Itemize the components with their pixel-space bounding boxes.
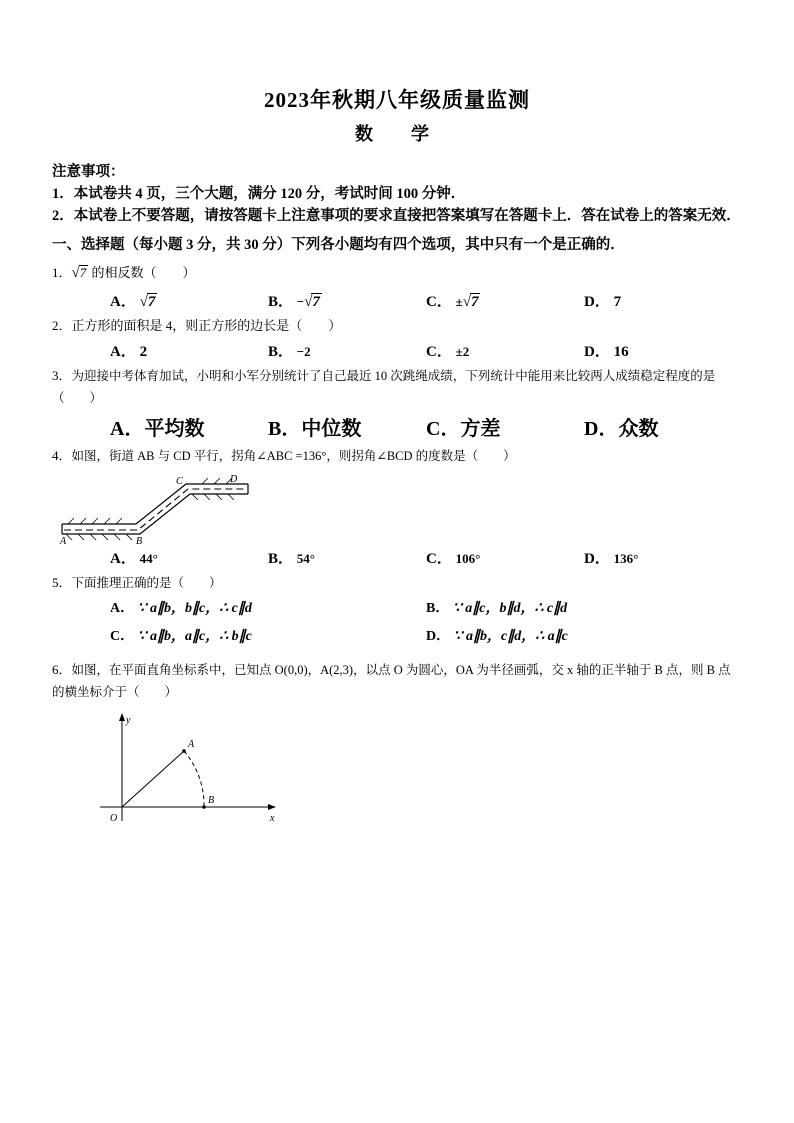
option-b[interactable]: B． 54° (268, 550, 315, 567)
option-d[interactable]: D． 7 (584, 293, 622, 310)
svg-text:y: y (126, 715, 131, 727)
svg-text:x: x (270, 813, 275, 825)
question-4-options (52, 547, 742, 568)
svg-text:O: O (110, 813, 118, 825)
question-6-stem: 6．如图，在平面直角坐标系中，已知点 O(0,0)，A(2,3)，以点 O 为圆心，OA 为半径画弧，交 x 轴的正半轴于 B 点，则 B 点的横坐标介于（ ） (52, 661, 731, 700)
question-3-options (52, 412, 742, 441)
option-a[interactable]: A．平均数 (110, 418, 205, 441)
notice-line-1: 1．本试卷共 4 页，三个大题，满分 120 分，考试时间 100 分钟． (52, 186, 466, 202)
option-a[interactable]: A． 2 (110, 343, 148, 360)
option-d[interactable]: D． ∵ a∥b，c∥d，∴ a∥c (426, 628, 568, 644)
question-6-figure (92, 711, 742, 831)
question-3-stem: 3．为迎接中考体育加试，小明和小军分别统计了自己最近 10 次跳绳成绩，下列统计中能用来比较两人成绩稳定程度的是（ ） (52, 367, 716, 406)
option-c[interactable]: C． 106° (426, 550, 481, 567)
question-5-stem: 5．下面推理正确的是（ ） (52, 574, 222, 590)
page-title: 2023年秋期八年级质量监测 (264, 88, 530, 112)
question-2-text: 正方形的面积是 4，则正方形的边长是（ ） (71, 317, 342, 333)
svg-text:B: B (208, 795, 215, 807)
svg-text:B: B (136, 535, 143, 544)
option-d[interactable]: D． 16 (584, 343, 629, 360)
svg-text:C: C (176, 475, 183, 487)
question-1-options (52, 290, 742, 311)
section-heading: 一、选择题（每小题 3 分，共 30 分）下列各小题均有四个选项，其中只有一个是正确的． (52, 236, 625, 253)
option-c[interactable]: C．方差 (426, 418, 501, 441)
question-4-figure (52, 472, 742, 544)
option-d[interactable]: D． 136° (584, 550, 639, 567)
subject-title: 数 学 (355, 124, 439, 144)
notice-heading: 注意事项： (52, 164, 125, 180)
option-c[interactable]: C． ±√7 (426, 293, 479, 310)
question-1-stem: 1．√7 的相反数（ ） (52, 265, 196, 282)
option-d[interactable]: D．众数 (584, 418, 659, 441)
svg-text:A: A (188, 739, 195, 751)
option-a[interactable]: A． √7 (110, 293, 156, 310)
svg-text:D: D (230, 473, 238, 485)
question-1-text: 的相反数（ ） (88, 265, 196, 281)
option-c[interactable]: C． ±2 (426, 343, 470, 360)
option-c[interactable]: C． ∵ a∥b，a∥c，∴ b∥c (110, 628, 252, 644)
question-5-text: 下面推理正确的是（ ） (71, 575, 222, 590)
notice-line-2: 2．本试卷上不要答题，请按答题卡上注意事项的要求直接把答案填写在答题卡上．答在试卷上的答案无效． (52, 208, 741, 225)
question-2-stem: 2．正方形的面积是 4，则正方形的边长是（ ） (52, 317, 342, 333)
option-a[interactable]: A． ∵ a∥b，b∥c，∴ c∥d (110, 600, 252, 616)
option-b[interactable]: B．中位数 (268, 418, 362, 441)
question-3-text: 为迎接中考体育加试，小明和小军分别统计了自己最近 10 次跳绳成绩，下列统计中能用来比较两人成绩稳定程度的是（ ） (52, 368, 716, 406)
option-b[interactable]: B． −√7 (268, 293, 320, 310)
option-a[interactable]: A． 44° (110, 550, 158, 567)
question-1-number: 1． (52, 265, 72, 281)
svg-text:A: A (60, 535, 67, 544)
question-5-options-row1 (52, 597, 742, 617)
question-5-options-row2 (52, 625, 742, 645)
question-4-stem: 4．如图，街道 AB 与 CD 平行，拐角∠ABC =136°，则拐角∠BCD 的度数是（ ） (52, 448, 516, 464)
option-b[interactable]: B． −2 (268, 343, 311, 360)
question-4-text: 如图，街道 AB 与 CD 平行，拐角∠ABC =136°，则拐角∠BCD 的度数是（ ） (71, 449, 516, 464)
question-6-text: 如图，在平面直角坐标系中，已知点 O(0,0)，A(2,3)，以点 O 为圆心，OA 为半径画弧，交 x 轴的正半轴于 B 点，则 B 点的横坐标介于（ ） (52, 662, 731, 700)
option-b[interactable]: B． ∵ a∥c，b∥d，∴ c∥d (426, 600, 568, 616)
question-2-options (52, 340, 742, 361)
